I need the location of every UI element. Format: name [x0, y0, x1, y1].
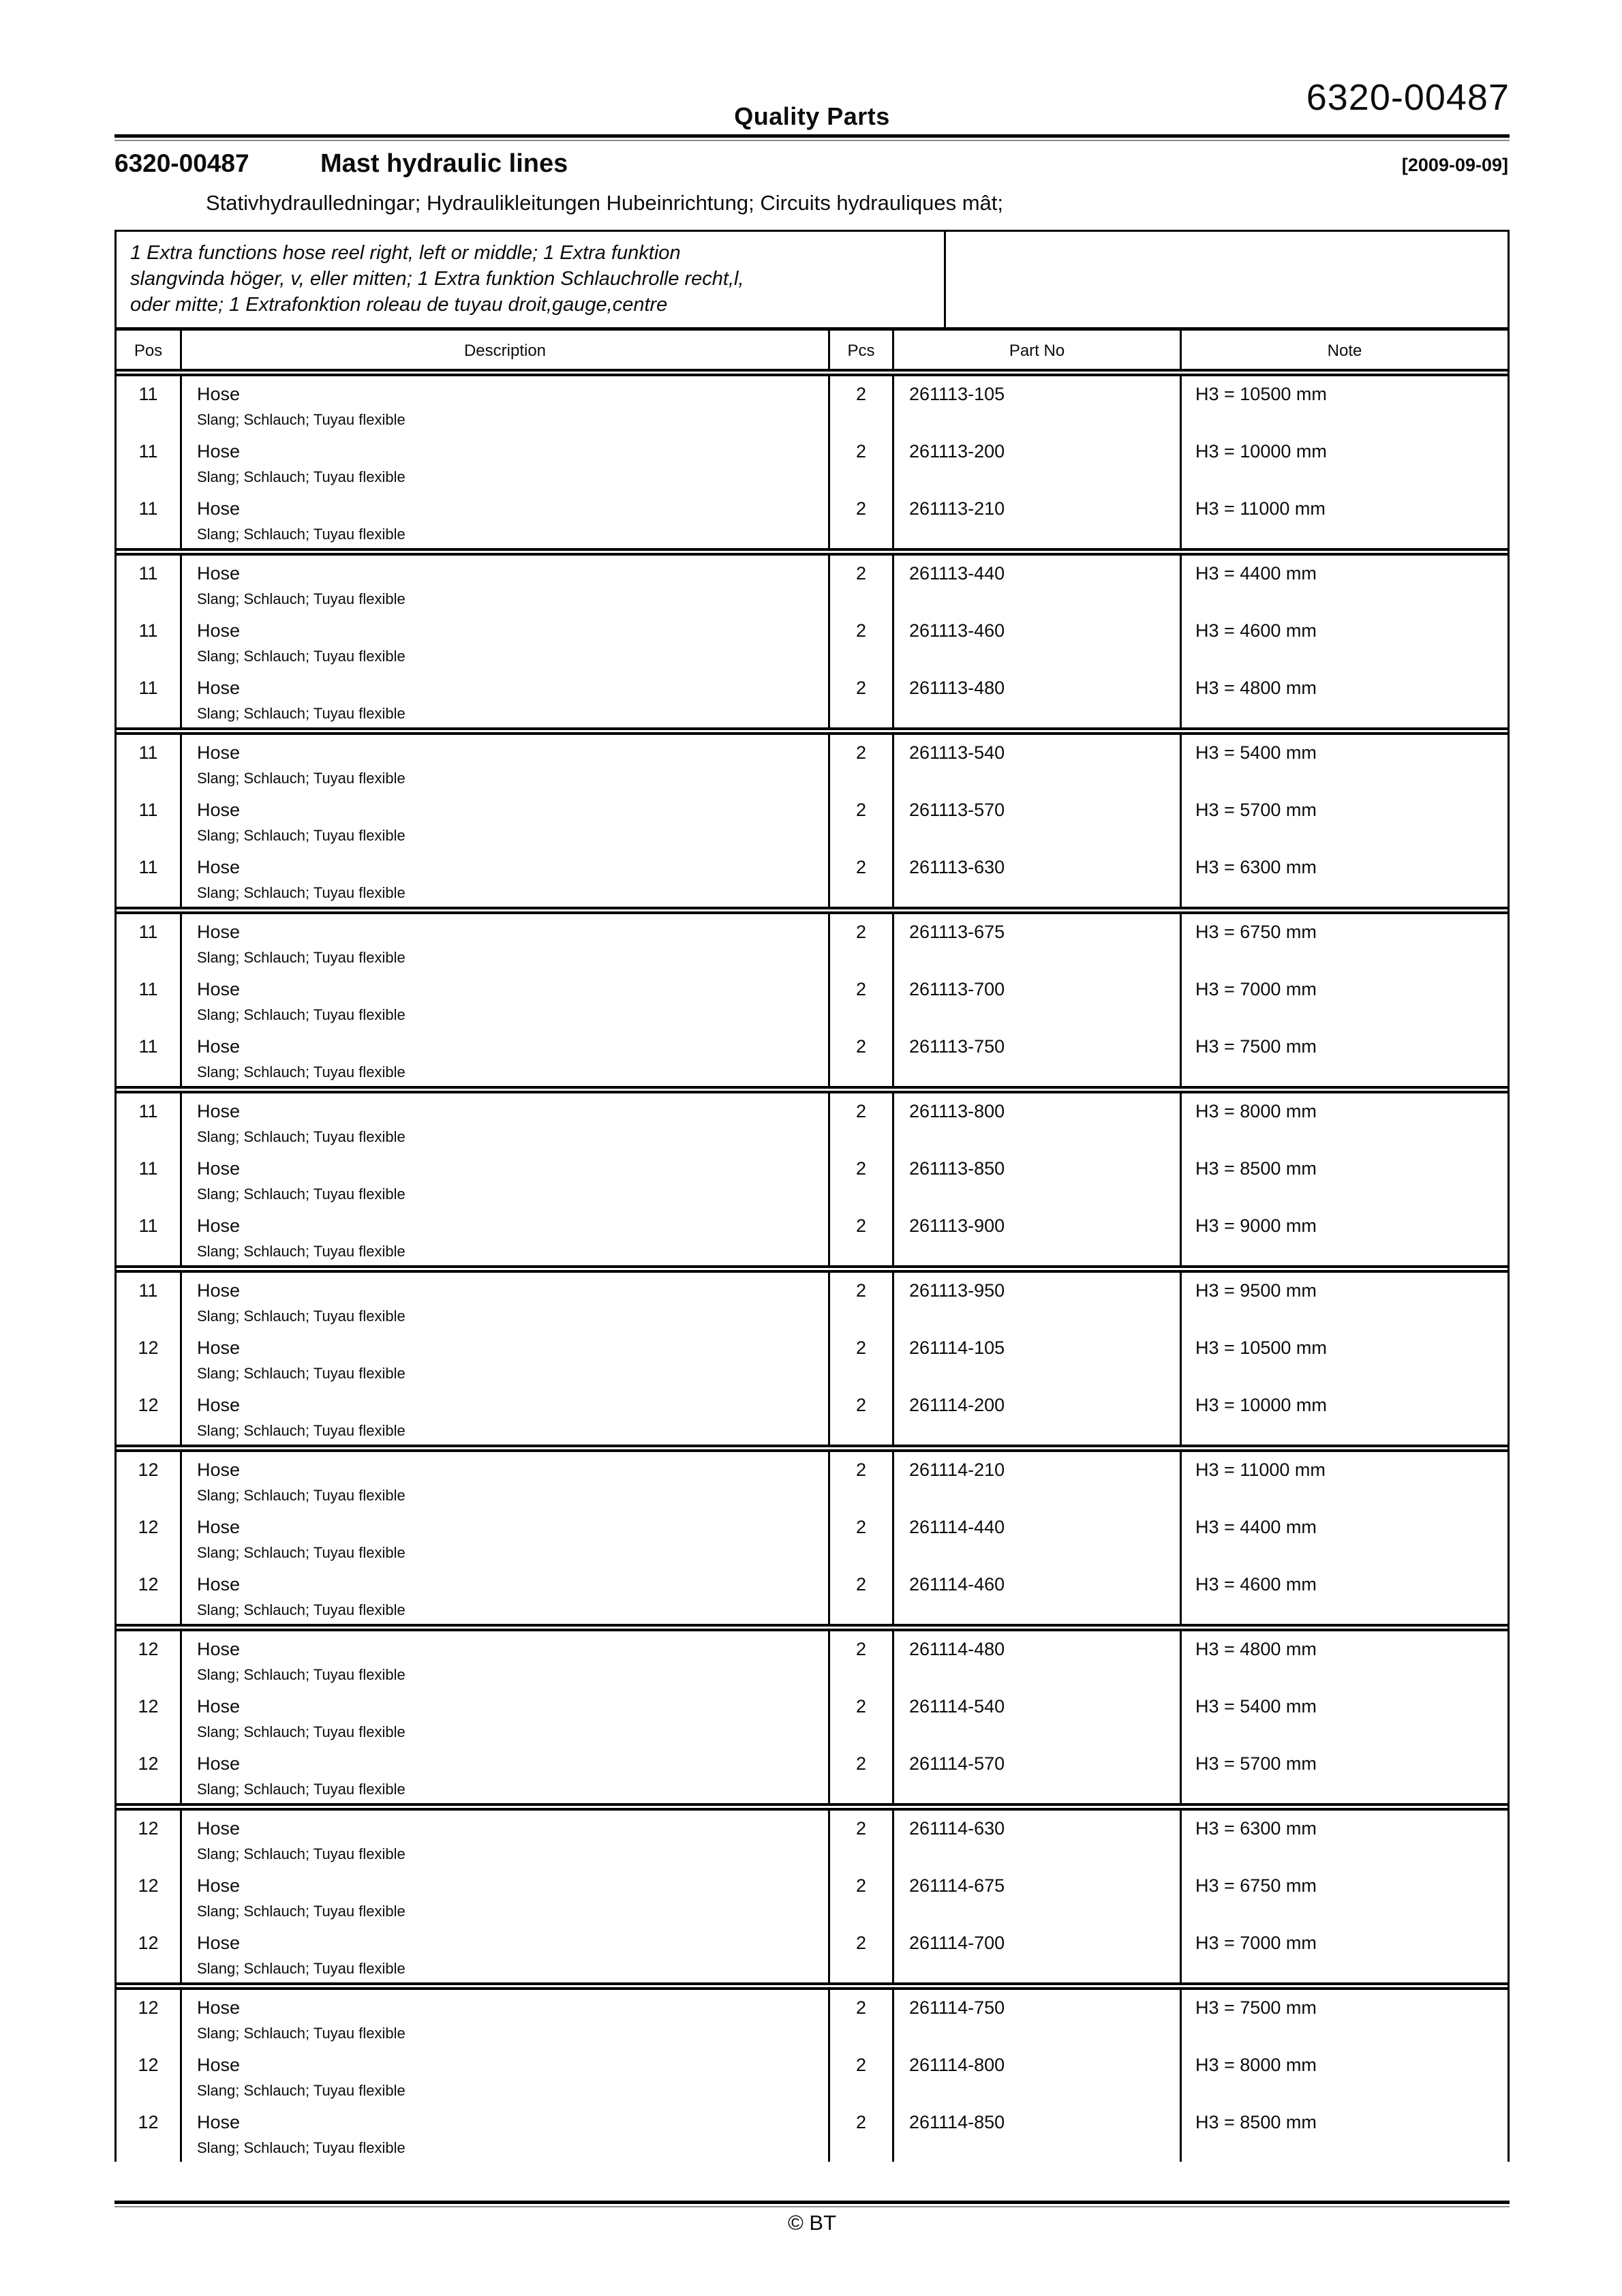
table-row [117, 2104, 1508, 2162]
table-row [117, 670, 1508, 727]
row-note: H3 = 10000 mm [1195, 1395, 1327, 1415]
row-pos: 12 [117, 1868, 182, 1925]
row-description-translations: Slang; Schlauch; Tuyau flexible [197, 1666, 406, 1683]
table-row [117, 735, 1508, 792]
table-row [117, 1151, 1508, 1208]
row-description-main: Hose [197, 1215, 241, 1236]
table-row-group [117, 907, 1508, 1086]
row-note: H3 = 10500 mm [1195, 384, 1327, 404]
row-pos: 11 [117, 434, 182, 491]
row-part-number: 261114-105 [894, 1330, 1182, 1387]
row-description-translations: Slang; Schlauch; Tuyau flexible [197, 1308, 406, 1325]
row-pcs: 2 [830, 1746, 894, 1803]
row-note: H3 = 6300 mm [1195, 857, 1317, 877]
table-row [117, 434, 1508, 491]
row-pcs: 2 [830, 1273, 894, 1330]
row-note: H3 = 8000 mm [1195, 2055, 1317, 2075]
table-row-group [117, 1086, 1508, 1265]
row-note: H3 = 4800 mm [1195, 678, 1317, 698]
row-description-main: Hose [197, 1338, 241, 1358]
row-part-number: 261114-750 [894, 1990, 1182, 2047]
row-part-number: 261114-700 [894, 1925, 1182, 1982]
table-row [117, 491, 1508, 548]
table-row [117, 1330, 1508, 1387]
row-pcs: 2 [830, 670, 894, 727]
row-note: H3 = 7000 mm [1195, 979, 1317, 999]
row-note: H3 = 6750 mm [1195, 922, 1317, 942]
row-part-number: 261114-200 [894, 1387, 1182, 1445]
row-description [182, 1990, 830, 2047]
row-description-main: Hose [197, 922, 241, 942]
row-part-number: 261114-460 [894, 1567, 1182, 1624]
row-note: H3 = 7500 mm [1195, 1036, 1317, 1057]
note-box-text [117, 232, 946, 327]
table-row [117, 556, 1508, 613]
row-description-main: Hose [197, 441, 241, 462]
table-row [117, 1029, 1508, 1086]
row-note: H3 = 9000 mm [1195, 1215, 1317, 1236]
table-row [117, 849, 1508, 907]
row-description [182, 1509, 830, 1567]
brand-header: Quality Parts [734, 102, 890, 130]
row-description [182, 1868, 830, 1925]
row-part-number: 261114-850 [894, 2104, 1182, 2162]
row-description-translations: Slang; Schlauch; Tuyau flexible [197, 1185, 406, 1203]
table-row [117, 2047, 1508, 2104]
row-pcs: 2 [830, 1631, 894, 1689]
row-description-translations: Slang; Schlauch; Tuyau flexible [197, 1781, 406, 1798]
row-description-translations: Slang; Schlauch; Tuyau flexible [197, 590, 406, 607]
row-description-translations: Slang; Schlauch; Tuyau flexible [197, 884, 406, 901]
row-note: H3 = 5700 mm [1195, 800, 1317, 820]
row-description [182, 2104, 830, 2162]
row-description [182, 971, 830, 1029]
row-description-translations: Slang; Schlauch; Tuyau flexible [197, 1487, 406, 1504]
row-description-main: Hose [197, 742, 241, 763]
row-pos: 12 [117, 1689, 182, 1746]
row-description-translations: Slang; Schlauch; Tuyau flexible [197, 468, 406, 485]
row-pos: 12 [117, 1990, 182, 2047]
row-part-number: 261113-540 [894, 735, 1182, 792]
row-description [182, 1567, 830, 1624]
row-note: H3 = 5700 mm [1195, 1753, 1317, 1774]
table-row-group [117, 1624, 1508, 1803]
row-description-translations: Slang; Schlauch; Tuyau flexible [197, 526, 406, 543]
row-pcs: 2 [830, 1689, 894, 1746]
row-pcs: 2 [830, 914, 894, 971]
row-note: H3 = 6300 mm [1195, 1818, 1317, 1839]
row-pos: 11 [117, 1029, 182, 1086]
row-pos: 11 [117, 556, 182, 613]
row-description-translations: Slang; Schlauch; Tuyau flexible [197, 1845, 406, 1862]
row-pcs: 2 [830, 1208, 894, 1265]
row-part-number: 261113-800 [894, 1093, 1182, 1151]
note-line: oder mitte; 1 Extrafonktion roleau de tuyau droit,gauge,centre [130, 294, 668, 316]
row-pos: 11 [117, 1151, 182, 1208]
row-description [182, 1387, 830, 1445]
row-part-number: 261114-540 [894, 1689, 1182, 1746]
table-row [117, 1868, 1508, 1925]
table-row-group [117, 1803, 1508, 1982]
table-row [117, 914, 1508, 971]
row-description [182, 735, 830, 792]
table-row-group [117, 1445, 1508, 1624]
row-description [182, 670, 830, 727]
column-header-partno: Part No [894, 331, 1182, 369]
row-description-main: Hose [197, 1460, 241, 1480]
row-part-number: 261114-675 [894, 1868, 1182, 1925]
row-description-main: Hose [197, 1933, 241, 1953]
row-description-translations: Slang; Schlauch; Tuyau flexible [197, 2025, 406, 2042]
note-line: slangvinda höger, v, eller mitten; 1 Extra funktion Schlauchrolle recht,l, [130, 268, 744, 290]
row-description-translations: Slang; Schlauch; Tuyau flexible [197, 705, 406, 722]
row-part-number: 261113-630 [894, 849, 1182, 907]
row-description [182, 1746, 830, 1803]
row-pos: 12 [117, 2047, 182, 2104]
row-pcs: 2 [830, 1330, 894, 1387]
row-description [182, 556, 830, 613]
row-part-number: 261113-900 [894, 1208, 1182, 1265]
row-part-number: 261113-480 [894, 670, 1182, 727]
row-pos: 12 [117, 1452, 182, 1509]
row-pcs: 2 [830, 971, 894, 1029]
row-description-main: Hose [197, 1395, 241, 1415]
parts-table [114, 230, 1510, 2162]
row-pos: 11 [117, 1208, 182, 1265]
row-note: H3 = 10000 mm [1195, 441, 1327, 462]
row-pcs: 2 [830, 1567, 894, 1624]
row-description [182, 376, 830, 434]
page-title: Mast hydraulic lines [320, 149, 568, 178]
row-pcs: 2 [830, 2104, 894, 2162]
copyright-notice: © BT [787, 2211, 837, 2235]
row-description [182, 849, 830, 907]
row-description [182, 1925, 830, 1982]
row-pos: 12 [117, 1567, 182, 1624]
row-note: H3 = 10500 mm [1195, 1338, 1327, 1358]
row-description-main: Hose [197, 1574, 241, 1595]
row-note: H3 = 11000 mm [1195, 1460, 1326, 1480]
row-note: H3 = 8000 mm [1195, 1101, 1317, 1121]
row-part-number: 261113-950 [894, 1273, 1182, 1330]
table-row [117, 1631, 1508, 1689]
row-description [182, 1689, 830, 1746]
row-part-number: 261113-570 [894, 792, 1182, 849]
row-description-translations: Slang; Schlauch; Tuyau flexible [197, 1422, 406, 1439]
row-description-translations: Slang; Schlauch; Tuyau flexible [197, 1128, 406, 1145]
table-row [117, 1689, 1508, 1746]
table-header-row [117, 331, 1508, 369]
table-row [117, 1452, 1508, 1509]
row-description-main: Hose [197, 1818, 241, 1839]
row-description-main: Hose [197, 800, 241, 820]
row-description [182, 1631, 830, 1689]
row-pcs: 2 [830, 1868, 894, 1925]
row-description [182, 491, 830, 548]
table-row [117, 1746, 1508, 1803]
row-description-main: Hose [197, 678, 241, 698]
parts-table-groups [117, 369, 1508, 2162]
row-note: H3 = 7000 mm [1195, 1933, 1317, 1953]
row-description-translations: Slang; Schlauch; Tuyau flexible [197, 1365, 406, 1382]
row-part-number: 261113-750 [894, 1029, 1182, 1086]
column-header-description: Description [182, 331, 830, 369]
row-description-translations: Slang; Schlauch; Tuyau flexible [197, 1063, 406, 1081]
row-description-main: Hose [197, 563, 241, 584]
row-description [182, 1151, 830, 1208]
row-note: H3 = 4400 mm [1195, 1517, 1317, 1537]
table-row [117, 1567, 1508, 1624]
row-pcs: 2 [830, 792, 894, 849]
row-pcs: 2 [830, 1029, 894, 1086]
column-header-note: Note [1327, 342, 1362, 360]
row-note: H3 = 6750 mm [1195, 1875, 1317, 1896]
row-pos: 12 [117, 1509, 182, 1567]
row-pcs: 2 [830, 735, 894, 792]
note-box-empty-cell [946, 232, 1508, 327]
row-description-main: Hose [197, 1875, 241, 1896]
row-note: H3 = 11000 mm [1195, 498, 1326, 519]
row-description-main: Hose [197, 1517, 241, 1537]
row-pcs: 2 [830, 376, 894, 434]
row-pos: 12 [117, 1746, 182, 1803]
table-row [117, 1093, 1508, 1151]
row-description [182, 792, 830, 849]
row-part-number: 261113-105 [894, 376, 1182, 434]
row-description-translations: Slang; Schlauch; Tuyau flexible [197, 411, 406, 428]
row-description-translations: Slang; Schlauch; Tuyau flexible [197, 2139, 406, 2156]
row-description-translations: Slang; Schlauch; Tuyau flexible [197, 1544, 406, 1561]
row-description-main: Hose [197, 1997, 241, 2018]
row-note: H3 = 8500 mm [1195, 2112, 1317, 2132]
row-pcs: 2 [830, 1509, 894, 1567]
row-note: H3 = 4600 mm [1195, 620, 1317, 641]
row-pos: 11 [117, 613, 182, 670]
row-note: H3 = 5400 mm [1195, 1696, 1317, 1717]
table-row [117, 1811, 1508, 1868]
row-part-number: 261113-440 [894, 556, 1182, 613]
row-pcs: 2 [830, 556, 894, 613]
table-row-group [117, 548, 1508, 727]
row-pcs: 2 [830, 2047, 894, 2104]
table-row [117, 1925, 1508, 1982]
row-description-translations: Slang; Schlauch; Tuyau flexible [197, 949, 406, 966]
table-row [117, 1387, 1508, 1445]
row-description-translations: Slang; Schlauch; Tuyau flexible [197, 1960, 406, 1977]
row-description-translations: Slang; Schlauch; Tuyau flexible [197, 770, 406, 787]
row-description-translations: Slang; Schlauch; Tuyau flexible [197, 2082, 406, 2099]
row-part-number: 261114-630 [894, 1811, 1182, 1868]
document-number-header: 6320-00487 [1306, 77, 1510, 118]
title-row [114, 149, 1510, 179]
row-pos: 11 [117, 491, 182, 548]
row-description-main: Hose [197, 1036, 241, 1057]
row-part-number: 261113-200 [894, 434, 1182, 491]
row-pos: 11 [117, 849, 182, 907]
row-part-number: 261114-440 [894, 1509, 1182, 1567]
row-pcs: 2 [830, 1387, 894, 1445]
row-pcs: 2 [830, 1925, 894, 1982]
row-description-main: Hose [197, 1639, 241, 1659]
note-line: 1 Extra functions hose reel right, left or middle; 1 Extra funktion [130, 242, 681, 264]
row-description-main: Hose [197, 620, 241, 641]
row-pcs: 2 [830, 491, 894, 548]
row-pcs: 2 [830, 1811, 894, 1868]
row-description-translations: Slang; Schlauch; Tuyau flexible [197, 1243, 406, 1260]
row-pcs: 2 [830, 613, 894, 670]
row-part-number: 261113-700 [894, 971, 1182, 1029]
row-pos: 12 [117, 1925, 182, 1982]
column-header-pcs: Pcs [830, 331, 894, 369]
title-document-number: 6320-00487 [114, 149, 249, 177]
row-pcs: 2 [830, 1151, 894, 1208]
table-row [117, 1273, 1508, 1330]
row-pos: 12 [117, 1387, 182, 1445]
row-pos: 11 [117, 735, 182, 792]
row-description-main: Hose [197, 857, 241, 877]
row-description-translations: Slang; Schlauch; Tuyau flexible [197, 827, 406, 844]
row-pcs: 2 [830, 849, 894, 907]
row-description-main: Hose [197, 498, 241, 519]
row-pcs: 2 [830, 1990, 894, 2047]
title-translations: Stativhydraulledningar; Hydraulikleitungen Hubeinrichtung; Circuits hydrauliques mât; [206, 191, 1004, 215]
row-description [182, 1452, 830, 1509]
row-note: H3 = 4600 mm [1195, 1574, 1317, 1595]
row-description-main: Hose [197, 1753, 241, 1774]
header-rule [114, 134, 1510, 138]
row-part-number: 261113-460 [894, 613, 1182, 670]
table-row [117, 613, 1508, 670]
row-description [182, 914, 830, 971]
row-description-translations: Slang; Schlauch; Tuyau flexible [197, 1903, 406, 1920]
row-pos: 12 [117, 1631, 182, 1689]
row-note: H3 = 8500 mm [1195, 1158, 1317, 1179]
row-description [182, 2047, 830, 2104]
row-part-number: 261113-675 [894, 914, 1182, 971]
row-description-translations: Slang; Schlauch; Tuyau flexible [197, 1723, 406, 1740]
row-pos: 11 [117, 376, 182, 434]
table-row-group [117, 369, 1508, 548]
table-row-group [117, 1265, 1508, 1445]
row-description [182, 613, 830, 670]
row-part-number: 261113-210 [894, 491, 1182, 548]
row-part-number: 261113-850 [894, 1151, 1182, 1208]
footer-rule [114, 2201, 1510, 2204]
row-description [182, 1273, 830, 1330]
row-pos: 12 [117, 2104, 182, 2162]
row-part-number: 261114-210 [894, 1452, 1182, 1509]
table-row [117, 971, 1508, 1029]
revision-date: [2009-09-09] [1401, 155, 1508, 175]
row-part-number: 261114-480 [894, 1631, 1182, 1689]
row-pos: 11 [117, 1273, 182, 1330]
row-description [182, 1330, 830, 1387]
row-description-main: Hose [197, 2055, 241, 2075]
row-note: H3 = 4800 mm [1195, 1639, 1317, 1659]
row-note: H3 = 5400 mm [1195, 742, 1317, 763]
table-row-group [117, 1982, 1508, 2162]
row-description [182, 1093, 830, 1151]
row-description-main: Hose [197, 2112, 241, 2132]
row-pos: 11 [117, 670, 182, 727]
row-pcs: 2 [830, 1093, 894, 1151]
row-note: H3 = 9500 mm [1195, 1280, 1317, 1301]
row-part-number: 261114-800 [894, 2047, 1182, 2104]
column-header-pos: Pos [117, 331, 182, 369]
table-row [117, 1509, 1508, 1567]
row-pos: 11 [117, 1093, 182, 1151]
table-row [117, 1208, 1508, 1265]
row-part-number: 261114-570 [894, 1746, 1182, 1803]
row-description-main: Hose [197, 1158, 241, 1179]
table-row-group [117, 727, 1508, 907]
row-description-main: Hose [197, 384, 241, 404]
row-pos: 12 [117, 1811, 182, 1868]
row-note: H3 = 7500 mm [1195, 1997, 1317, 2018]
row-pos: 11 [117, 792, 182, 849]
row-description-main: Hose [197, 979, 241, 999]
row-pcs: 2 [830, 1452, 894, 1509]
row-description-main: Hose [197, 1696, 241, 1717]
row-pos: 11 [117, 914, 182, 971]
table-row [117, 792, 1508, 849]
row-pcs: 2 [830, 434, 894, 491]
row-pos: 12 [117, 1330, 182, 1387]
row-description-translations: Slang; Schlauch; Tuyau flexible [197, 1601, 406, 1618]
table-note-box [117, 232, 1508, 331]
row-description-translations: Slang; Schlauch; Tuyau flexible [197, 1006, 406, 1023]
row-description [182, 1208, 830, 1265]
row-description [182, 1811, 830, 1868]
table-row [117, 1990, 1508, 2047]
row-pos: 11 [117, 971, 182, 1029]
row-description [182, 434, 830, 491]
row-description-main: Hose [197, 1101, 241, 1121]
row-note: H3 = 4400 mm [1195, 563, 1317, 584]
row-description [182, 1029, 830, 1086]
row-description-main: Hose [197, 1280, 241, 1301]
row-description-translations: Slang; Schlauch; Tuyau flexible [197, 648, 406, 665]
table-row [117, 376, 1508, 434]
